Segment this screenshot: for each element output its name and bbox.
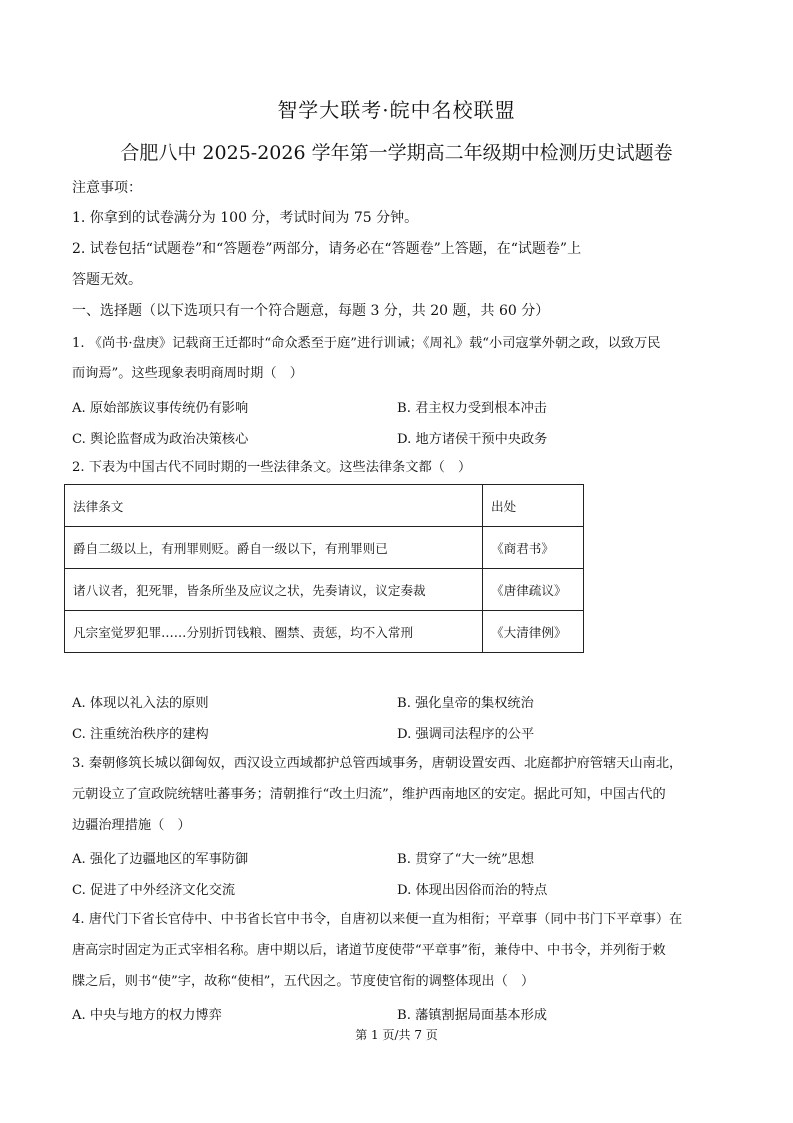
table-cell: 《商君书》 xyxy=(483,527,584,569)
q4-stem-line2: 唐高宗时固定为正式宰相名称。唐中期以后，诸道节度使带“平章事”衔，兼侍中、中书令，并列衔于敕 xyxy=(72,943,666,958)
q3-option-b: B. 贯穿了“大一统”思想 xyxy=(397,852,535,867)
table-row xyxy=(65,527,584,569)
q3-option-c: C. 促进了中外经济文化交流 xyxy=(72,883,236,898)
page-number: 第 1 页/共 7 页 xyxy=(355,1028,438,1042)
q2-option-c: C. 注重统治秩序的建构 xyxy=(72,727,209,742)
q3-option-a: A. 强化了边疆地区的军事防御 xyxy=(72,852,249,867)
q4-stem-line3: 牒之后，则书“使”字，故称“使相”，五代因之。节度使官衔的调整体现出（ ） xyxy=(72,974,535,989)
table-cell: 《唐律疏议》 xyxy=(483,569,584,611)
notice-heading: 注意事项： xyxy=(72,180,142,196)
q1-option-c: C. 舆论监督成为政治决策核心 xyxy=(72,432,249,447)
law-table xyxy=(64,484,584,653)
table-cell: 爵自二级以上，有刑罪则贬。爵自一级以下，有刑罪则已 xyxy=(65,527,483,569)
q3-option-d: D. 体现出因俗而治的特点 xyxy=(397,883,548,898)
table-cell: 《大清律例》 xyxy=(483,611,584,653)
q4-option-a: A. 中央与地方的权力博弈 xyxy=(72,1008,222,1023)
table-row xyxy=(65,569,584,611)
table-row xyxy=(65,611,584,653)
q4-option-b: B. 藩镇割据局面基本形成 xyxy=(397,1008,547,1023)
table-cell: 诸八议者，犯死罪，皆条所坐及应议之状，先奏请议，议定奏裁 xyxy=(65,569,483,611)
notice-item-2: 2. 试卷包括“试题卷”和“答题卷”两部分，请务必在“答题卷”上答题，在“试题卷”上 xyxy=(72,241,582,257)
notice-item-1: 1. 你拿到的试卷满分为 100 分，考试时间为 75 分钟。 xyxy=(72,210,419,226)
notice-item-2-cont: 答题无效。 xyxy=(72,272,142,288)
q4-stem-line1: 4. 唐代门下省长官侍中、中书省长官中书令，自唐初以来便一直为相衔；平章事（同中书门下平章事）在 xyxy=(72,912,683,927)
table-header-cell: 法律条文 xyxy=(65,485,483,527)
q1-option-d: D. 地方诸侯干预中央政务 xyxy=(397,432,548,447)
q1-stem-line2: 而询焉”。这些现象表明商周时期（ ） xyxy=(72,366,303,381)
section-heading: 一、选择题（以下选项只有一个符合题意，每题 3 分，共 20 题，共 60 分） xyxy=(72,303,550,319)
table-header-row xyxy=(65,485,584,527)
q3-stem-line1: 3. 秦朝修筑长城以御匈奴，西汉设立西域都护总管西域事务，唐朝设置安西、北庭都护府管辖天山南北， xyxy=(72,756,683,771)
exam-title: 智学大联考·皖中名校联盟 xyxy=(277,98,516,122)
q2-option-d: D. 强调司法程序的公平 xyxy=(397,727,535,742)
q1-option-a: A. 原始部族议事传统仍有影响 xyxy=(72,401,249,416)
q2-option-b: B. 强化皇帝的集权统治 xyxy=(397,696,534,711)
q1-stem-line1: 1. 《尚书·盘庚》记载商王迁都时“命众悉至于庭”进行训诫；《周礼》载“小司寇掌外朝之政，以致万民 xyxy=(72,336,661,351)
q3-stem-line3: 边疆治理措施（ ） xyxy=(72,818,191,833)
exam-subtitle: 合肥八中 2025-2026 学年第一学期高二年级期中检测历史试题卷 xyxy=(120,142,673,164)
q2-option-a: A. 体现以礼入法的原则 xyxy=(72,696,209,711)
q3-stem-line2: 元朝设立了宣政院统辖吐蕃事务；清朝推行“改土归流”，维护西南地区的安定。据此可知，中国古代的 xyxy=(72,787,666,802)
table-cell: 凡宗室觉罗犯罪……分别折罚钱粮、圈禁、责惩，均不入常刑 xyxy=(65,611,483,653)
q1-option-b: B. 君主权力受到根本冲击 xyxy=(397,401,547,416)
table-header-cell: 出处 xyxy=(483,485,584,527)
q2-stem: 2. 下表为中国古代不同时期的一些法律条文。这些法律条文都（ ） xyxy=(72,460,472,475)
